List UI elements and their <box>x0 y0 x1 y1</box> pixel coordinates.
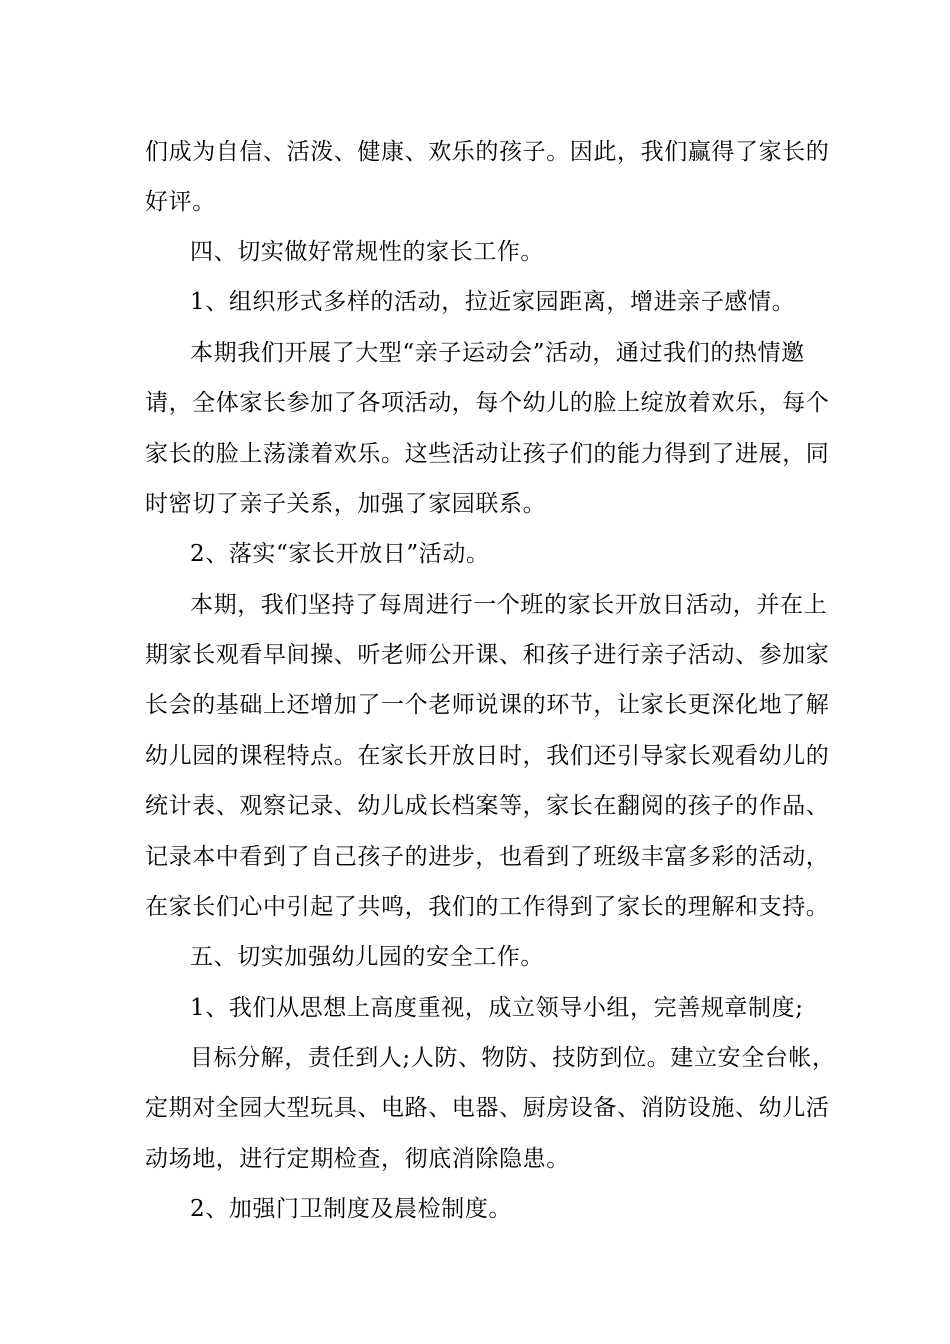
section-heading: 五、切实加强幼儿园的安全工作。 <box>190 944 544 970</box>
subsection-heading: 1、组织形式多样的活动，拉近家园距离，增进亲子感情。 <box>190 289 796 315</box>
text-line: 长会的基础上还增加了一个老师说课的环节，让家长更深化地了解 <box>145 692 830 718</box>
subsection-heading: 2、落实“家长开放日”活动。 <box>190 541 490 567</box>
text-line: 在家长们心中引起了共鸣，我们的工作得到了家长的理解和支持。 <box>145 894 830 920</box>
text-line: 好评。 <box>145 189 216 215</box>
section-heading: 四、切实做好常规性的家长工作。 <box>190 239 544 265</box>
text-line: 本期我们开展了大型“亲子运动会”活动，通过我们的热情邀 <box>190 340 805 366</box>
text-line: 本期，我们坚持了每周进行一个班的家长开放日活动，并在上 <box>190 592 828 618</box>
subsection-heading: 1、我们从思想上高度重视，成立领导小组，完善规章制度; <box>190 995 804 1021</box>
text-line: 期家长观看早间操、听老师公开课、和孩子进行亲子活动、参加家 <box>145 642 830 668</box>
text-line: 时密切了亲子关系，加强了家园联系。 <box>145 491 547 517</box>
text-line: 动场地，进行定期检查，彻底消除隐患。 <box>145 1146 570 1172</box>
text-line: 定期对全园大型玩具、电路、电器、厨房设备、消防设施、幼儿活 <box>145 1095 830 1121</box>
text-line: 幼儿园的课程特点。在家长开放日时，我们还引导家长观看幼儿的 <box>145 743 830 769</box>
text-line: 统计表、观察记录、幼儿成长档案等，家长在翻阅的孩子的作品、 <box>145 793 830 819</box>
text-line: 们成为自信、活泼、健康、欢乐的孩子。因此，我们赢得了家长的 <box>145 139 830 165</box>
text-line: 目标分解，责任到人;人防、物防、技防到位。建立安全台帐， <box>190 1045 836 1071</box>
subsection-heading: 2、加强门卫制度及晨检制度。 <box>190 1196 513 1222</box>
text-line: 请，全体家长参加了各项活动，每个幼儿的脸上绽放着欢乐，每个 <box>145 390 830 416</box>
text-line: 家长的脸上荡漾着欢乐。这些活动让孩子们的能力得到了进展，同 <box>145 441 830 467</box>
text-line: 记录本中看到了自己孩子的进步，也看到了班级丰富多彩的活动， <box>145 844 830 870</box>
